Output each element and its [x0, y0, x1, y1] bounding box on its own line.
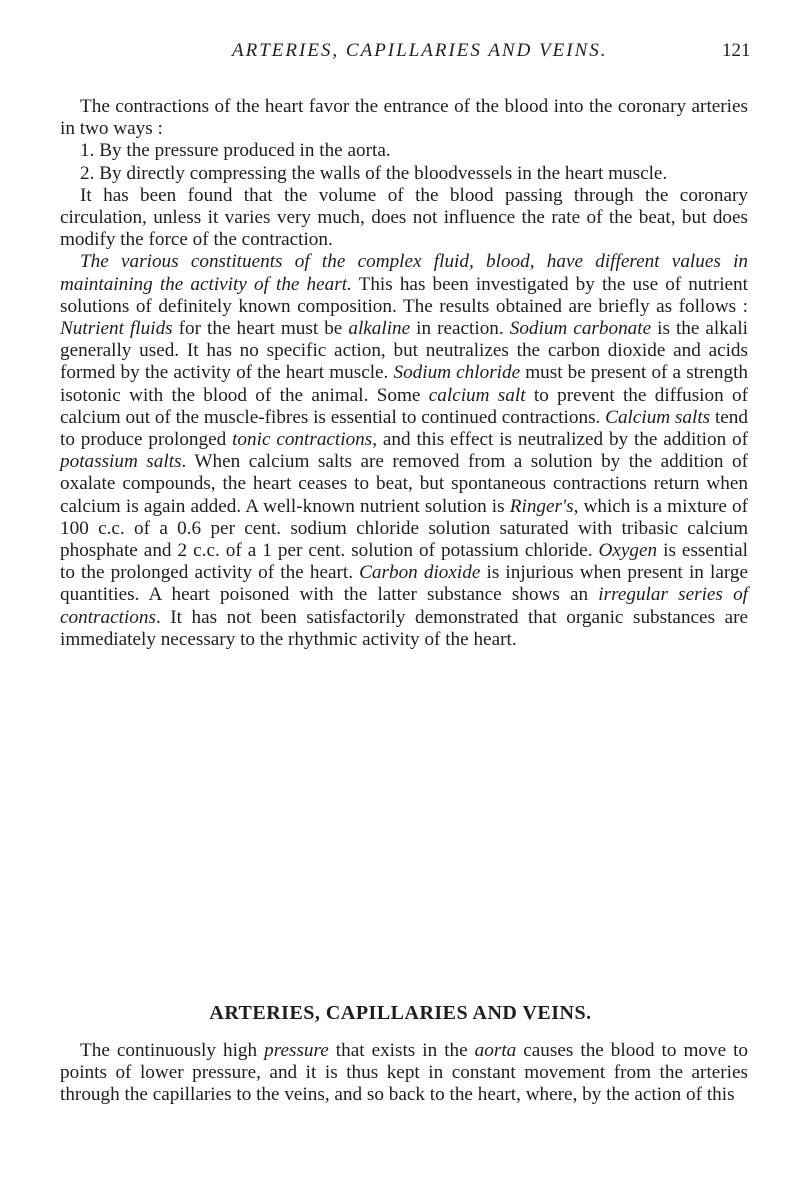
body-text: that exists in the: [328, 1040, 475, 1061]
body-text: , which is a mixture of 100 c.c. of a 0.6 per cent. sodium chloride solution saturated with tribasic calcium phosphate and 2 c.c. of a 1 per cent. solution of potassium chloride.: [60, 495, 748, 562]
paragraph-blood-constituents: [60, 251, 748, 651]
emphasis-text: calcium salt: [428, 384, 526, 406]
emphasis-text: Sodium carbonate: [509, 318, 652, 340]
body-text: is the alkali generally used. It has no specific action, but neutralizes the carbon dioxide and acids formed by the activity of the heart muscle.: [60, 318, 749, 384]
emphasis-text: alkaline: [348, 318, 411, 340]
emphasis-text: aorta: [474, 1040, 517, 1061]
emphasis-text: pressure: [264, 1040, 329, 1061]
body-text: must be present of a strength isotonic with the blood of the animal. Some: [60, 362, 749, 406]
emphasis-text: Carbon dioxide: [359, 562, 481, 584]
body-text: causes the blood to move to points of lower pressure, and it is thus kept in constant movement from the arteries through the capillaries to the veins, and so back to the heart, where, by the action of this: [60, 1040, 749, 1106]
emphasis-text: Sodium chloride: [393, 362, 521, 384]
running-title: ARTERIES, CAPILLARIES AND VEINS.: [232, 40, 608, 61]
body-text: is injurious when present in large quantities. A heart poisoned with the latter substance shows an: [60, 562, 749, 606]
emphasis-text: Calcium salts: [605, 406, 711, 428]
page-number: 121: [722, 40, 751, 61]
paragraph-coronary-volume: It has been found that the volume of the blood passing through the coronary circulation, unless it varies very much, does not influence the rate of the beat, but does modify the force of the contraction.: [60, 184, 748, 251]
emphasis-text: potassium salts: [60, 451, 182, 473]
section-text: [60, 1040, 748, 1107]
body-text: This has been investigated by the use of nutrient solutions of definitely known composition. The results obtained are briefly as follows :: [60, 273, 748, 317]
body-text: in reaction.: [410, 318, 510, 340]
emphasis-text: irregular series of contractions: [60, 584, 749, 628]
list-item-2: 2. By directly compressing the walls of the bloodvessels in the heart muscle.: [80, 162, 668, 184]
body-text: for the heart must be: [172, 318, 349, 340]
section-heading: ARTERIES, CAPILLARIES AND VEINS.: [209, 1002, 592, 1024]
emphasis-text: tonic contractions: [232, 429, 373, 451]
emphasis-text: Ringer's: [509, 495, 574, 517]
body-text: . When calcium salts are removed from a solution by the addition of oxalate compounds, the heart ceases to beat, but spontaneous contractions return when calcium is again added. A well-known nutrient solution is: [60, 451, 748, 517]
body-text: to prevent the diffusion of calcium out of the muscle-fibres is essential to continued contractions.: [60, 384, 748, 428]
emphasis-text: Nutrient fluids: [60, 318, 173, 340]
emphasis-text: The various constituents of the complex fluid, blood, have different values in maintaining the activity of the heart.: [60, 251, 748, 295]
main-text: [60, 96, 748, 651]
body-text: , and this effect is neutralized by the addition of: [372, 429, 748, 451]
paragraph-coronary-intro: The contractions of the heart favor the entrance of the blood into the coronary arteries in two ways :: [60, 96, 748, 140]
paragraph-arteries-intro: [60, 1040, 748, 1107]
body-text: The continuously high: [80, 1040, 265, 1061]
body-text: . It has not been satisfactorily demonstrated that organic substances are immediately necessary to the rhythmic activity of the heart.: [60, 606, 748, 650]
body-text: tend to produce prolonged: [60, 406, 748, 451]
emphasis-text: Oxygen: [598, 540, 658, 562]
body-text: is essential to the prolonged activity of the heart.: [60, 540, 748, 584]
list-item-1: 1. By the pressure produced in the aorta.: [80, 140, 391, 162]
page-header: [0, 40, 801, 70]
